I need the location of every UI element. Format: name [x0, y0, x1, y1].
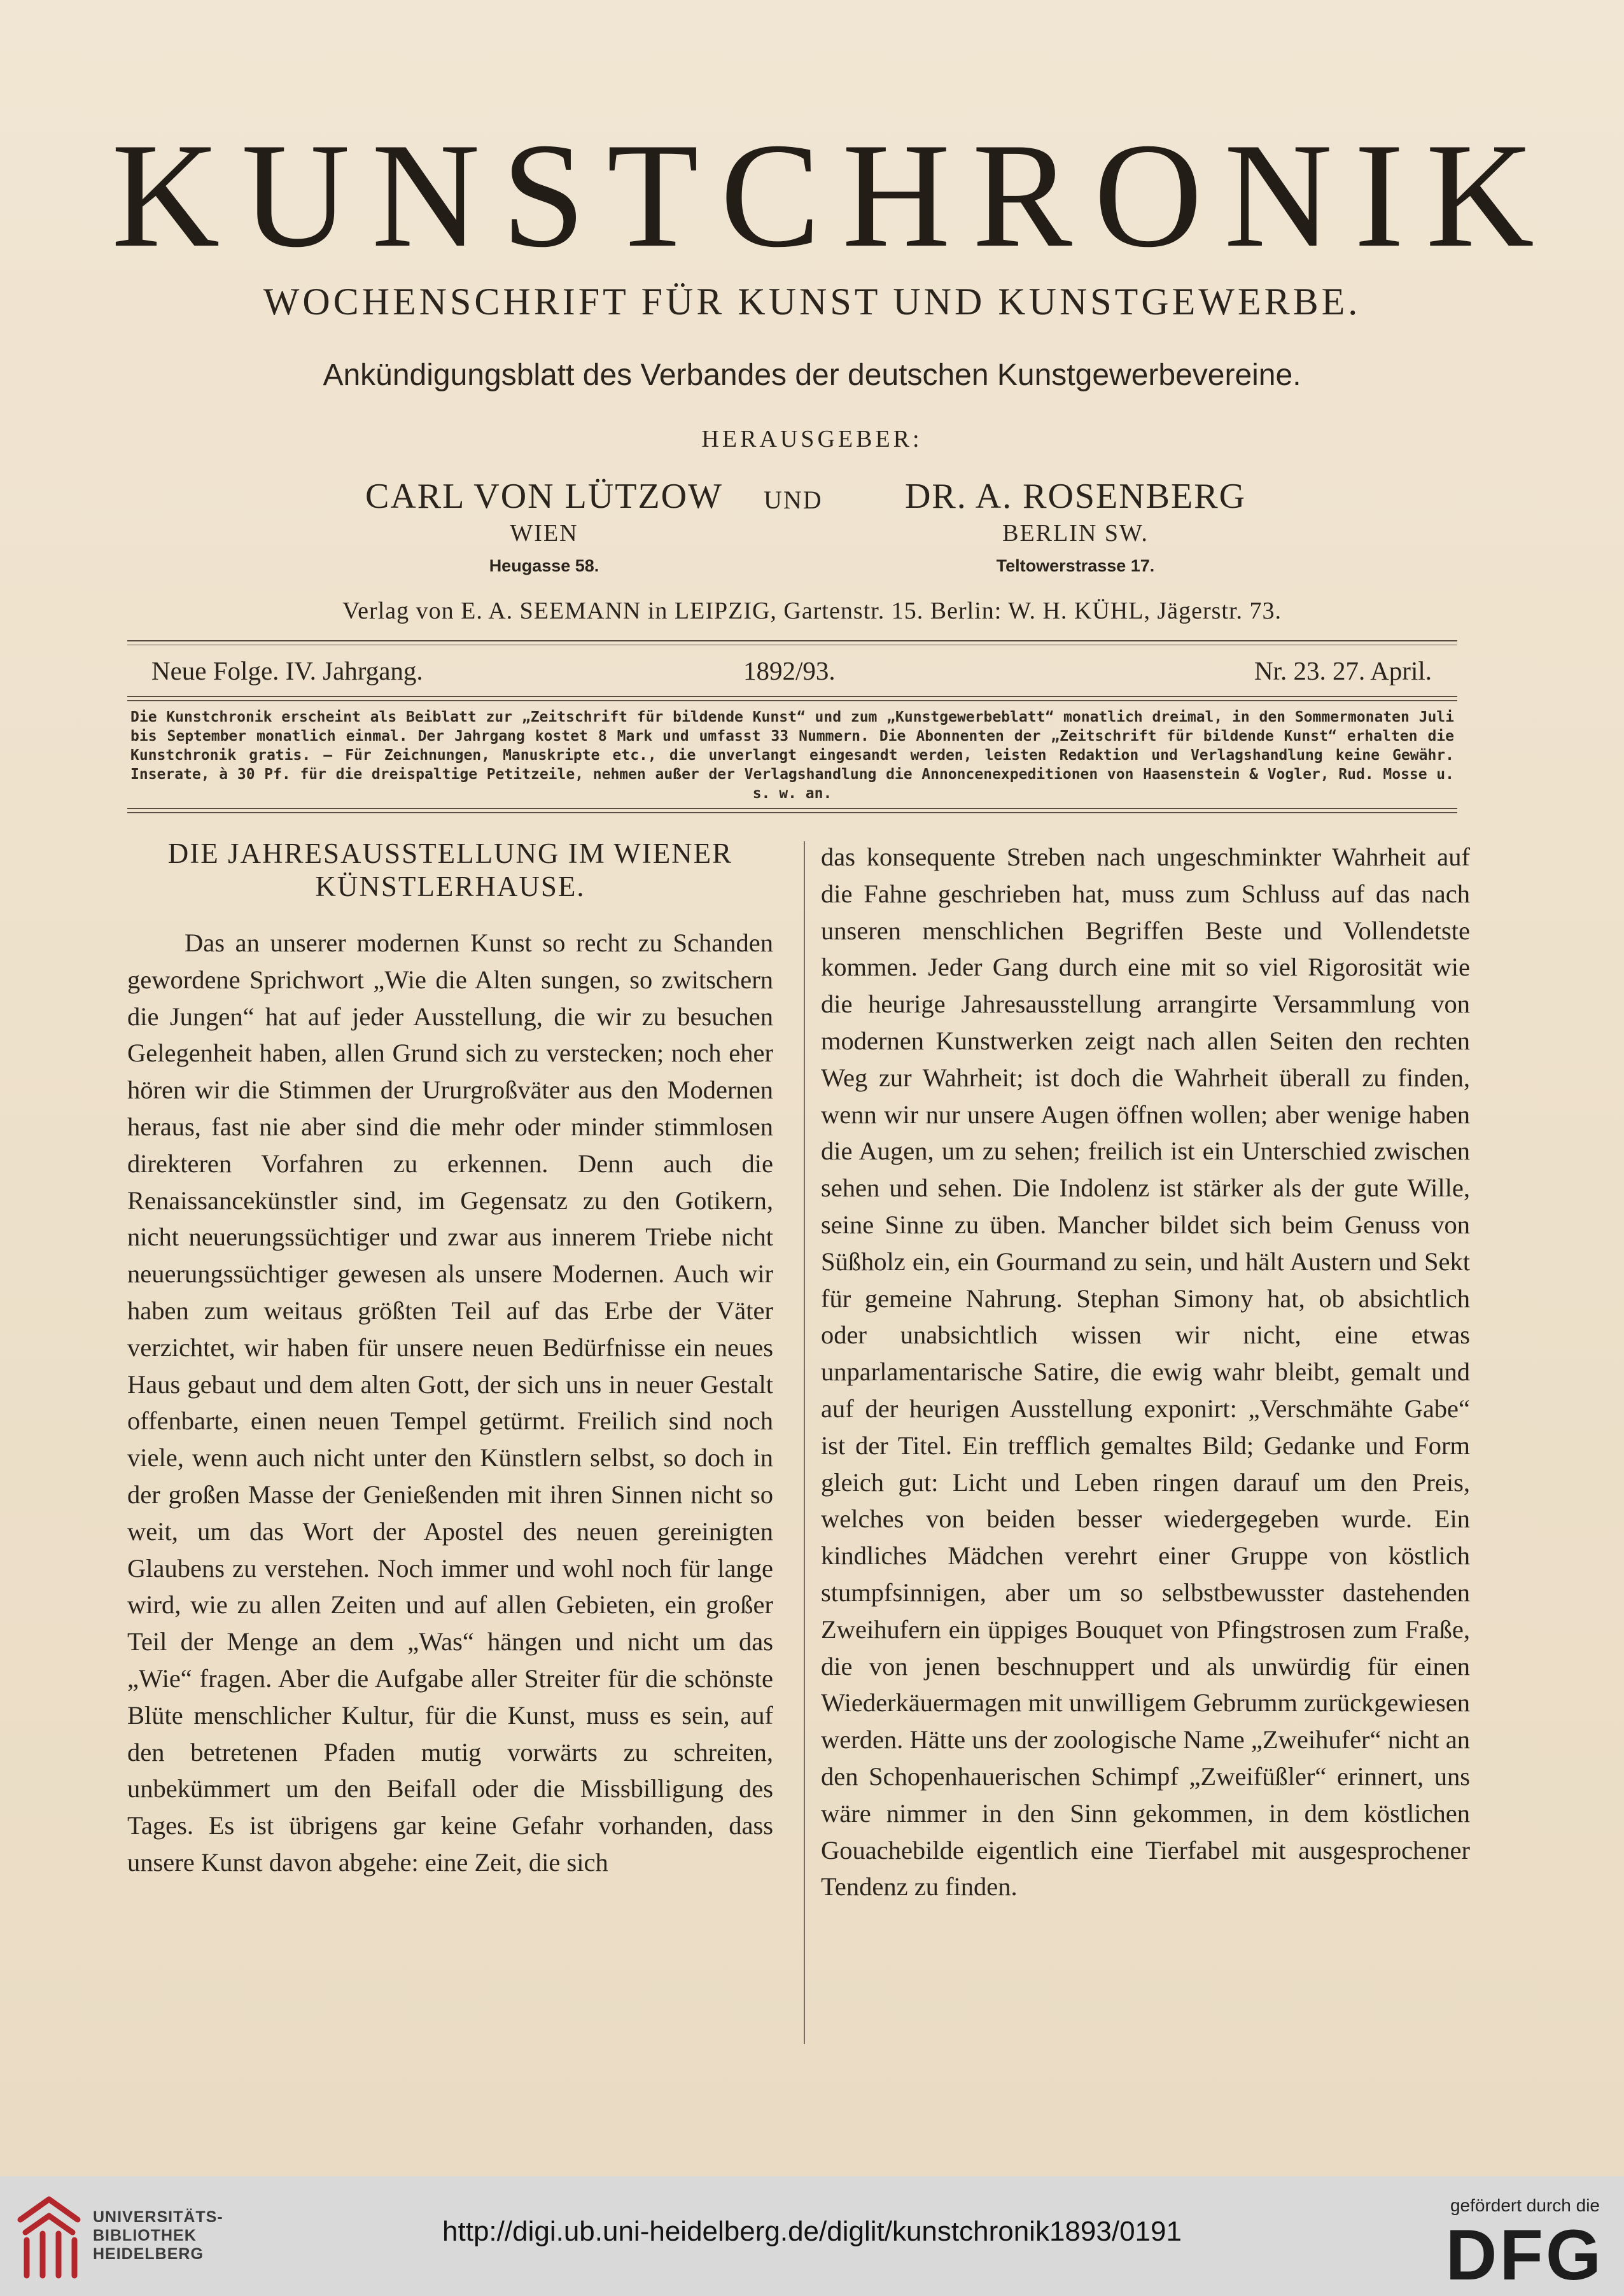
- journal-subtitle: WOCHENSCHRIFT FÜR KUNST UND KUNSTGEWERBE.: [263, 281, 1361, 323]
- editor-left-city: WIEN: [510, 520, 578, 547]
- permalink-url[interactable]: http://digi.ub.uni-heidelberg.de/diglit/kunstchronik1893/0191: [442, 2216, 1182, 2247]
- journal-title: KUNSTCHRONIK: [111, 113, 1556, 279]
- editor-left-name: CARL VON LÜTZOW: [365, 477, 723, 516]
- editor-right: [897, 476, 1254, 576]
- article-column-right: [821, 839, 1470, 1905]
- article-paragraph: Das an unserer modernen Kunst so recht zu Schanden gewordene Sprichwort „Wie die Alten sungen, so zwitschern die Jungen“ hat auf jeder Ausstellung, die wir zu besuchen Gelegenheit haben, allen Grund sich zu verstecken; noch eher hören wir die Stimmen der Ururgroßväter aus den Modernen heraus, fast nie aber sind die mehr oder minder stimmlosen direkteren Vorfahren zu erkennen. Denn auch die Renaissancekünstler sind, im Gegensatz zu den Gotikern, nicht neuerungssüchtiger und zwar aus innerem Triebe nicht neuerungssüchtiger gewesen als unsere Modernen. Auch wir haben zum weitaus größten Teil auf das Erbe der Väter verzichtet, wir haben für unsere neuen Bedürfnisse ein neues Haus gebaut und dem alten Gott, der sich uns in neuer Gestalt offenbarte, einen neuen Tempel getürmt. Freilich sind noch viele, wenn auch nicht unter den Künstlern selbst, so doch in der großen Masse der Genießenden mit ihren Sinnen nicht so weit, um das Wort der Apostel des neuen gereinigten Glaubens zu verstehen. Noch immer und wohl noch für lange wird, wie zu allen Zeiten und auf allen Gebieten, ein großer Teil der Menge an dem „Was“ hängen und nicht um das „Wie“ fragen. Aber die Aufgabe aller Streiter für die schönste Blüte menschlicher Kultur, für die Kunst, muss es sein, auf den betretenen Pfaden mutig vorwärts zu schreiten, unbekümmert um den Beifall oder die Missbilligung des Tages. Es ist übrigens gar keine Gefahr vorhanden, dass unsere Kunst davon abgehe: eine Zeit, die sich: [127, 928, 773, 1877]
- article-heading: DIE JAHRESAUSSTELLUNG IM WIENER KÜNSTLERHAUSE.: [167, 837, 733, 902]
- divider-rule: [127, 696, 1457, 697]
- dfg-logo: DFG: [1445, 2215, 1604, 2295]
- announcement-line: Ankündigungsblatt des Verbandes der deutschen Kunstgewerbevereine.: [323, 358, 1301, 392]
- editor-left: [356, 476, 732, 576]
- editors-conjunction: UND: [764, 486, 823, 514]
- issue-number: Nr. 23. 27. April.: [1254, 656, 1432, 685]
- issue-year: 1892/93.: [743, 656, 836, 685]
- article-paragraph: das konsequente Streben nach ungeschminkter Wahrheit auf die Fahne geschrieben hat, muss zum Schluss auf das nach unseren menschlichen Begriffen Beste und Vollendetste kommen. Jeder Gang durch eine mit so viel Rigorosität wie die heurige Jahresausstellung arrangirte Versammlung von modernen Kunstwerken zeigt nach allen Seiten den rechten Weg zur Wahrheit; ist doch die Wahrheit überall zu finden, wenn wir nur unsere Augen öffnen wollen; aber wenige haben die Augen, um zu sehen; freilich ist ein Unterschied zwischen sehen und sehen. Die Indolenz ist stärker als der gute Wille, seine Sinne zu üben. Mancher bildet sich beim Genuss von Süßholz ein, ein Gourmand zu sein, und hält Austern und Sekt für gemeine Nahrung. Stephan Simony hat, ob absichtlich oder unabsichtlich wissen wir nicht, eine etwas unparlamentarische Satire, die ewig wahr bleibt, gemalt und auf der heurigen Ausstellung exponirt: „Verschmähte Gabe“ ist der Titel. Ein trefflich gemaltes Bild; Gedanke und Form gleich gut: Licht und Leben ringen darauf um den Preis, welches von beiden besser wiedergegeben wurde. Ein kindliches Mädchen verehrt einer Gruppe von köstlich stumpfsinnigen, aber um so selbstbewusster dastehenden Zweihufern ein üppiges Bouquet von Pfingstrosen zum Fraße, die von jenen beschnuppert und als unwürdig für einen Wiederkäuermagen mit unwilligem Gebrumm zurückgewiesen werden. Hätte uns der zoologische Name „Zweihufer“ nicht an den Schopenhauerischen Schimpf „Zweifüßler“ erinnert, uns wäre nimmer in den Sinn gekommen, in dem köstlichen Gouachebilde eigentlich eine Tierfabel mit ausgesprochener Tendenz zu finden.: [821, 843, 1470, 1901]
- column-divider: [804, 841, 805, 2044]
- divider-rule: [127, 812, 1457, 813]
- editor-right-name: DR. A. ROSENBERG: [904, 477, 1247, 516]
- publisher-line: Verlag von E. A. SEEMANN in LEIPZIG, Gartenstr. 15. Berlin: W. H. KÜHL, Jägerstr. 73.: [342, 598, 1282, 624]
- divider-rule: [127, 808, 1457, 809]
- editor-right-city: BERLIN SW.: [1002, 520, 1149, 547]
- editor-right-address: Teltowerstrasse 17.: [996, 556, 1155, 575]
- divider-rule: [127, 700, 1457, 701]
- divider-rule: [127, 640, 1457, 641]
- publisher-label: HERAUSGEBER:: [701, 426, 923, 452]
- article-column-left: [127, 837, 773, 1881]
- issue-series: Neue Folge. IV. Jahrgang.: [151, 656, 423, 685]
- subscription-notice: Die Kunstchronik erscheint als Beiblatt zur „Zeitschrift für bildende Kunst“ und zum „Kunstgewerbeblatt“ monatlich dreimal, in den Sommermonaten Juli bis September monatlich einmal. Der Jahrgang kostet 8 Mark und umfasst 33 Nummern. Die Abonnenten der „Zeitschrift für bildende Kunst“ erhalten die Kunstchronik gratis. — Für Zeichnungen, Manuskripte etc., die unverlangt eingesandt werden, leisten Redaktion und Verlagshandlung keine Gewähr. Inserate, à 30 Pf. für die dreispaltige Petitzeile, nehmen außer der Verlagshandlung die Annoncenexpeditionen von Haasenstein & Vogler, Rud. Mosse u. s. w. an.: [130, 709, 1454, 802]
- university-library-name: UNIVERSITÄTS- BIBLIOTHEK HEIDELBERG: [93, 2208, 223, 2263]
- editor-left-address: Heugasse 58.: [489, 556, 599, 575]
- funding-label: gefördert durch die: [1450, 2195, 1600, 2215]
- digitization-footer: [0, 2176, 1624, 2296]
